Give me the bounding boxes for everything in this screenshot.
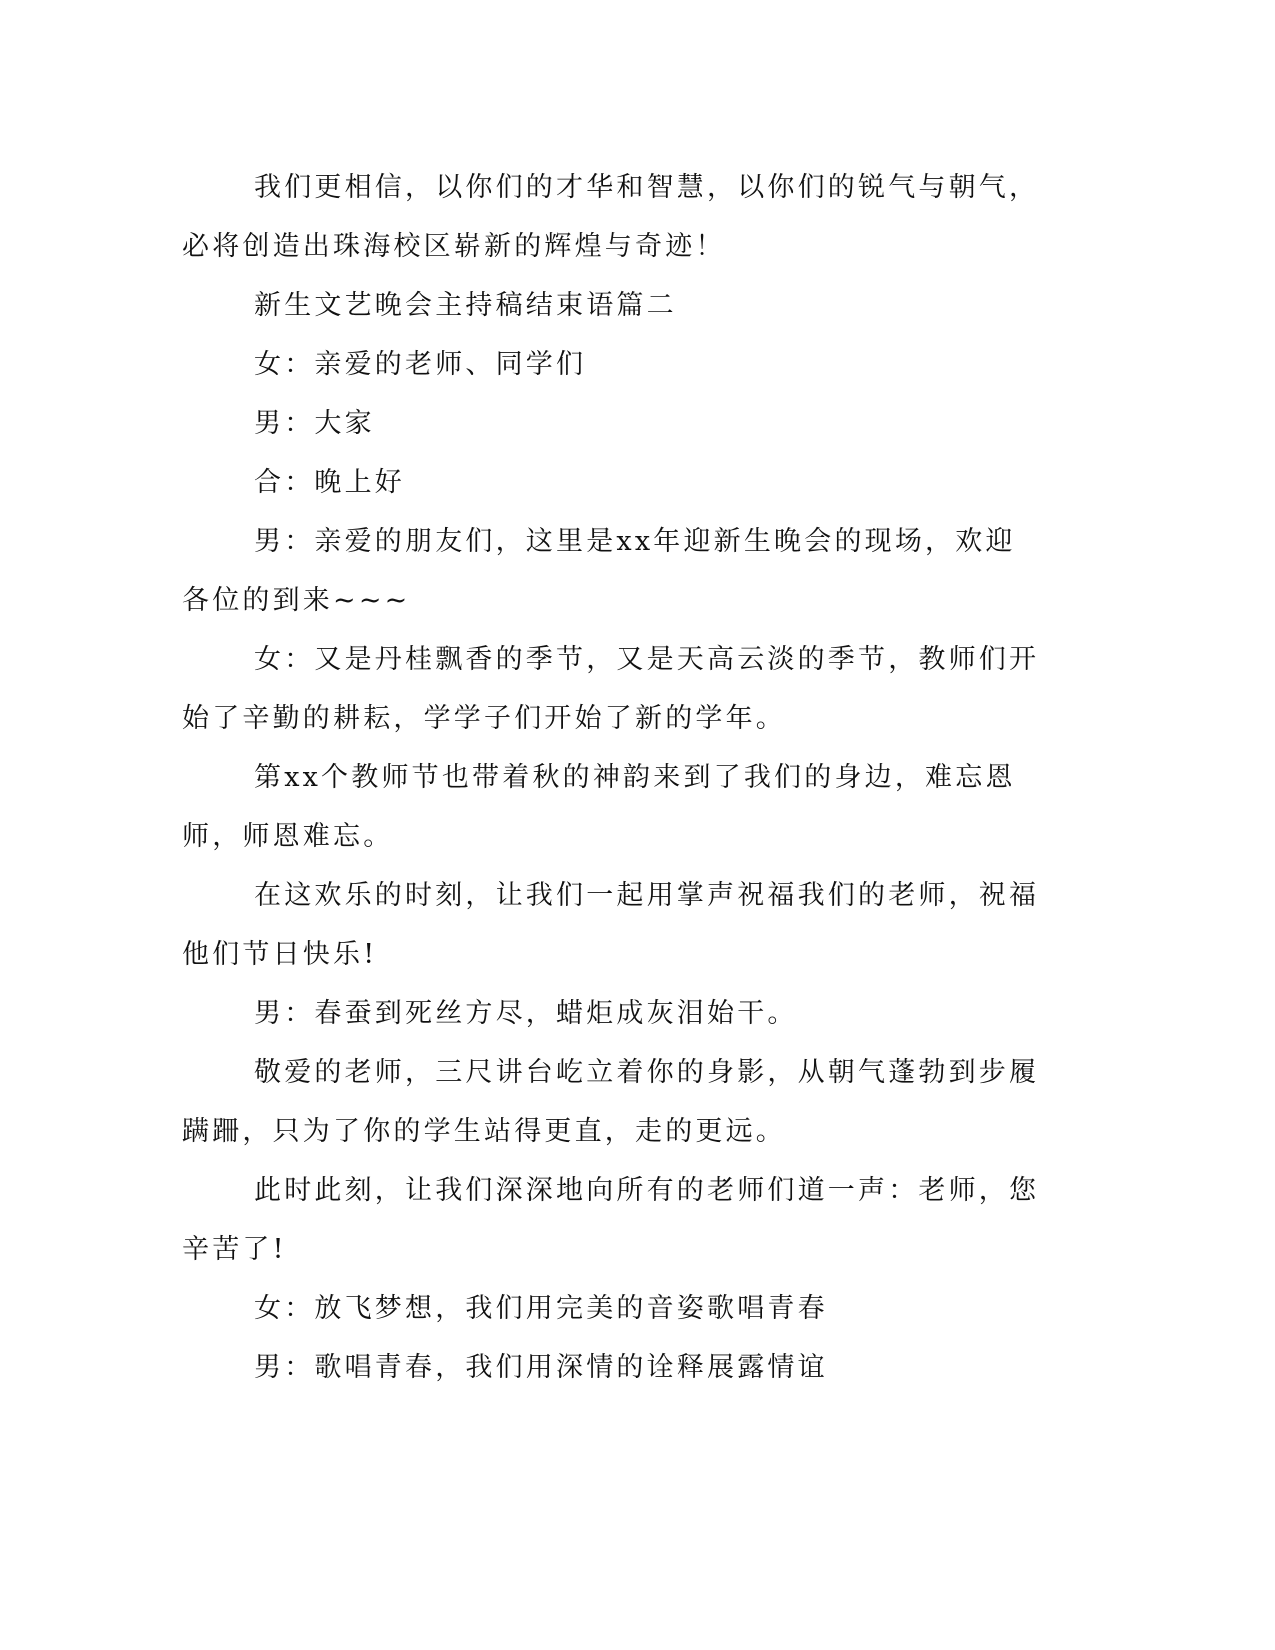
paragraph: 敬爱的老师，三尺讲台屹立着你的身影，从朝气蓬勃到步履蹒跚，只为了你的学生站得更直，走的更远。 <box>182 1057 1040 1147</box>
paragraph: 男：大家 <box>254 408 375 439</box>
paragraph: 合：晚上好 <box>254 467 405 498</box>
document-body <box>182 158 1042 1397</box>
paragraph: 我们更相信，以你们的才华和智慧，以你们的锐气与朝气，必将创造出珠海校区崭新的辉煌与奇迹！ <box>182 172 1040 262</box>
paragraph: 在这欢乐的时刻，让我们一起用掌声祝福我们的老师，祝福他们节日快乐! <box>182 880 1040 970</box>
paragraph: 第xx个教师节也带着秋的神韵来到了我们的身边，难忘恩师，师恩难忘。 <box>182 762 1016 852</box>
paragraph: 女：亲爱的老师、同学们 <box>254 349 587 380</box>
paragraph: 此时此刻，让我们深深地向所有的老师们道一声：老师，您辛苦了! <box>182 1175 1040 1265</box>
paragraph: 女：又是丹桂飘香的季节，又是天高云淡的季节，教师们开始了辛勤的耕耘，学学子们开始了新的学年。 <box>182 644 1040 734</box>
paragraph: 男：亲爱的朋友们，这里是xx年迎新生晚会的现场，欢迎各位的到来~~~ <box>182 526 1016 616</box>
paragraph: 男：歌唱青春，我们用深情的诠释展露情谊 <box>254 1352 828 1383</box>
paragraph: 女：放飞梦想，我们用完美的音姿歌唱青春 <box>254 1293 828 1324</box>
paragraph: 男：春蚕到死丝方尽，蜡炬成灰泪始干。 <box>254 998 798 1029</box>
section-heading: 新生文艺晚会主持稿结束语篇二 <box>254 290 677 321</box>
